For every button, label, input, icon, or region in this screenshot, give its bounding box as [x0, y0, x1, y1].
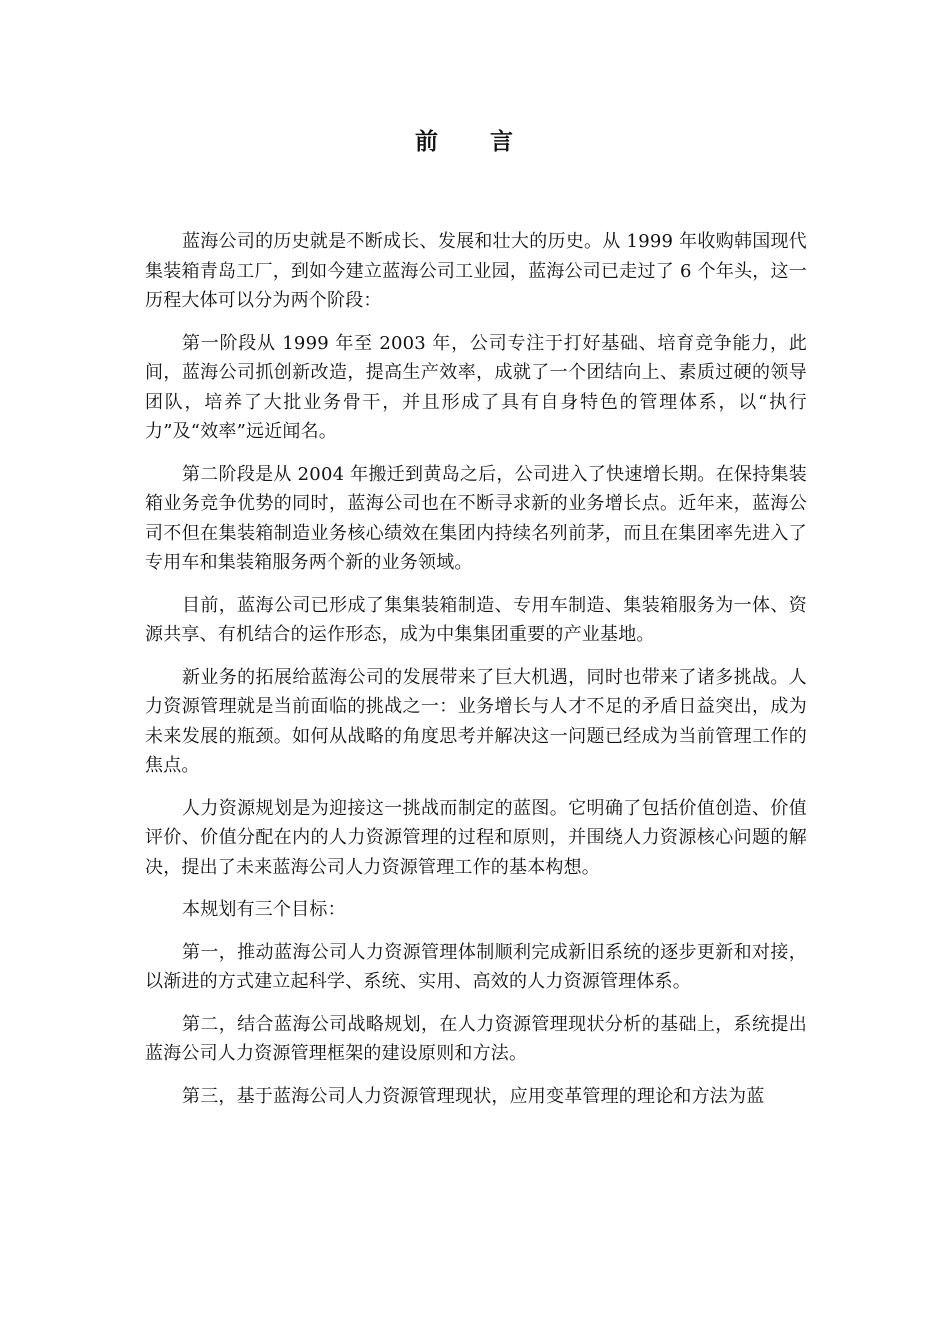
paragraph-goal-three: 第三，基于蓝海公司人力资源管理现状，应用变革管理的理论和方法为蓝: [182, 1085, 765, 1107]
paragraph-goals-intro: 本规划有三个目标：: [182, 899, 346, 920]
paragraph-stage-one: 第一阶段从 1999 年至 2003 年，公司专注于打好基础、培育竞争能力，此间，蓝海公司抓创新改造，提高生产效率，成就了一个团结向上、素质过硬的领导团队，培养了大批业务骨干，并且形成了具有自身特色的管理体系，以“执行力”及“效率”远近闻名。: [145, 332, 807, 442]
paragraph-history: 蓝海公司的历史就是不断成长、发展和壮大的历史。从 1999 年收购韩国现代集装箱青岛工厂，到如今建立蓝海公司工业园，蓝海公司已走过了 6 个年头，这一历程大体可以分为两个阶段：: [145, 231, 807, 311]
paragraph-stage-two: 第二阶段是从 2004 年搬迁到黄岛之后，公司进入了快速增长期。在保持集装箱业务竞争优势的同时，蓝海公司也在不断寻求新的业务增长点。近年来，蓝海公司不但在集装箱制造业务核心绩效在集团内持续名列前茅，而且在集团率先进入了专用车和集装箱服务两个新的业务领域。: [145, 463, 807, 573]
paragraph-hr-plan: 人力资源规划是为迎接这一挑战而制定的蓝图。它明确了包括价值创造、价值评价、价值分配在内的人力资源管理的过程和原则，并围绕人力资源核心问题的解决，提出了未来蓝海公司人力资源管理工作的基本构想。: [145, 797, 807, 878]
page-title: 前 言: [414, 128, 535, 155]
paragraph-goal-one: 第一，推动蓝海公司人力资源管理体制顺利完成新旧系统的逐步更新和对接，以渐进的方式建立起科学、系统、实用、高效的人力资源管理体系。: [145, 941, 807, 992]
paragraph-challenges: 新业务的拓展给蓝海公司的发展带来了巨大机遇，同时也带来了诸多挑战。人力资源管理就是当前面临的挑战之一：业务增长与人才不足的矛盾日益突出，成为未来发展的瓶颈。如何从战略的角度思考并解决这一问题已经成为当前管理工作的焦点。: [145, 666, 807, 776]
paragraph-current-state: 目前，蓝海公司已形成了集集装箱制造、专用车制造、集装箱服务为一体、资源共享、有机结合的运作形态，成为中集集团重要的产业基地。: [145, 594, 807, 645]
paragraph-goal-two: 第二，结合蓝海公司战略规划，在人力资源管理现状分析的基础上，系统提出蓝海公司人力资源管理框架的建设原则和方法。: [145, 1013, 807, 1064]
document-body: [145, 227, 807, 1124]
